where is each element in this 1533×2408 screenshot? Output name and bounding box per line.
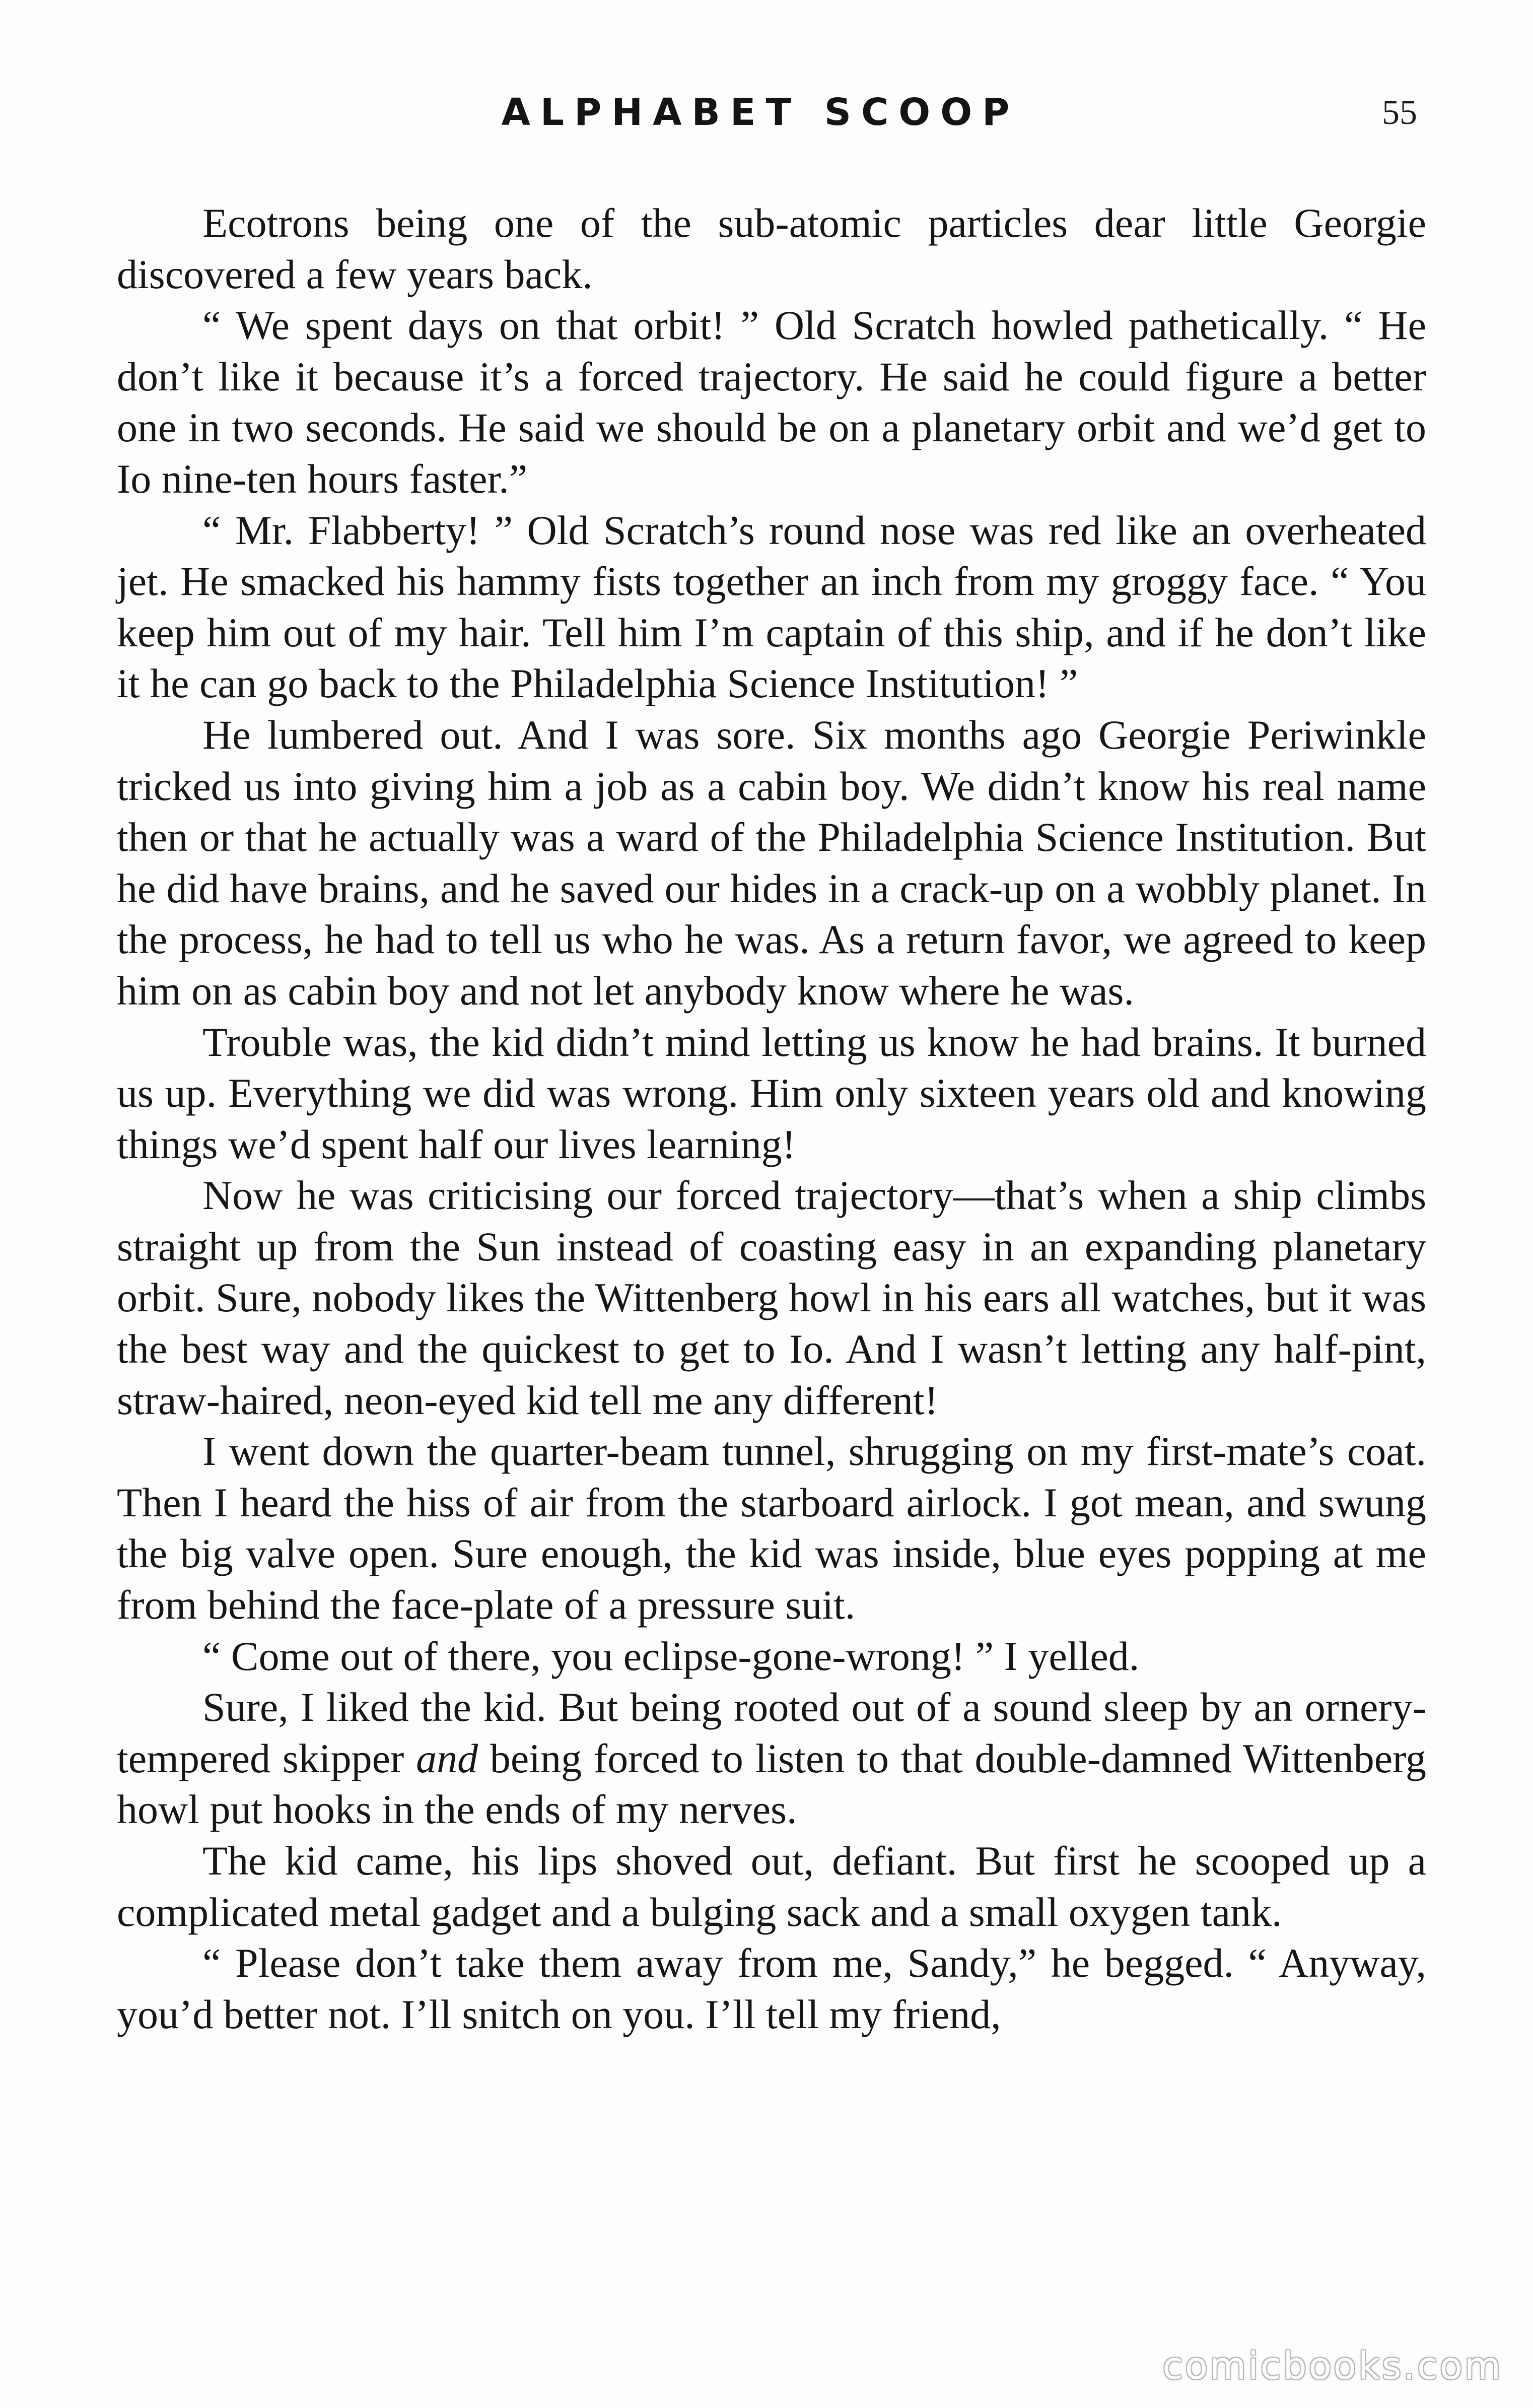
- paragraph: I went down the quarter-beam tunnel, shrugging on my first-mate’s coat. Then I heard the hiss of air from the starboard airlock. I got mean, and swung the big valve open. Sure enough, the kid was inside, blue eyes popping at me from behind the face-plate of a pressure suit.: [117, 1428, 1426, 1628]
- running-title: ALPHABET SCOOP: [501, 91, 1020, 134]
- body-text: [117, 197, 1426, 2040]
- emphasis: and: [416, 1735, 478, 1781]
- paragraph: Ecotrons being one of the sub-atomic particles dear little Georgie discovered a few years back.: [117, 200, 1426, 297]
- paragraph: “ We spent days on that orbit! ” Old Scratch howled pathetically. “ He don’t like it because it’s a forced trajectory. He said he could figure a better one in two seconds. He said we should be on a planetary orbit and we’d get to Io nine-ten hours faster.”: [117, 302, 1426, 502]
- paragraph: “ Mr. Flabberty! ” Old Scratch’s round nose was red like an overheated jet. He smacked his hammy fists together an inch from my groggy face. “ You keep him out of my hair. Tell him I’m captain of this ship, and if he don’t like it he can go back to the Philadelphia Science Institution! ”: [117, 507, 1426, 707]
- watermark: comicbooks.com: [1162, 2345, 1503, 2388]
- paragraph: “ Come out of there, you eclipse-gone-wrong! ” I yelled.: [202, 1633, 1140, 1679]
- paragraph: Now he was criticising our forced trajectory—that’s when a ship climbs straight up from the Sun instead of coasting easy in an expanding planetary orbit. Sure, nobody likes the Wittenberg howl in his ears all watches, but it was the best way and the quickest to get to Io. And I wasn’t letting any half-pint, straw-haired, neon-eyed kid tell me any different!: [117, 1172, 1426, 1423]
- paragraph: Trouble was, the kid didn’t mind letting us know he had brains. It burned us up. Everything we did was wrong. Him only sixteen years old and knowing things we’d spent half our lives learning!: [117, 1019, 1426, 1167]
- page-number: 55: [1382, 93, 1417, 132]
- page-header: [0, 91, 1533, 151]
- paragraph: “ Please don’t take them away from me, Sandy,” he begged. “ Anyway, you’d better not. I’ll snitch on you. I’ll tell my friend,: [117, 1940, 1426, 2037]
- paragraph: Sure, I liked the kid. But being rooted out of a sound sleep by an ornery-tempered skipper and being forced to listen to that double-damned Wittenberg howl put hooks in the ends of my nerves.: [117, 1684, 1426, 1833]
- paragraph: He lumbered out. And I was sore. Six months ago Georgie Periwinkle tricked us into giving him a job as a cabin boy. We didn’t know his real name then or that he actually was a ward of the Philadelphia Science Institution. But he did have brains, and he saved our hides in a crack-up on a wobbly planet. In the process, he had to tell us who he was. As a return favor, we agreed to keep him on as cabin boy and not let anybody know where he was.: [117, 711, 1426, 1014]
- paragraph: The kid came, his lips shoved out, defiant. But first he scooped up a complicated metal gadget and a bulging sack and a small oxygen tank.: [117, 1838, 1426, 1935]
